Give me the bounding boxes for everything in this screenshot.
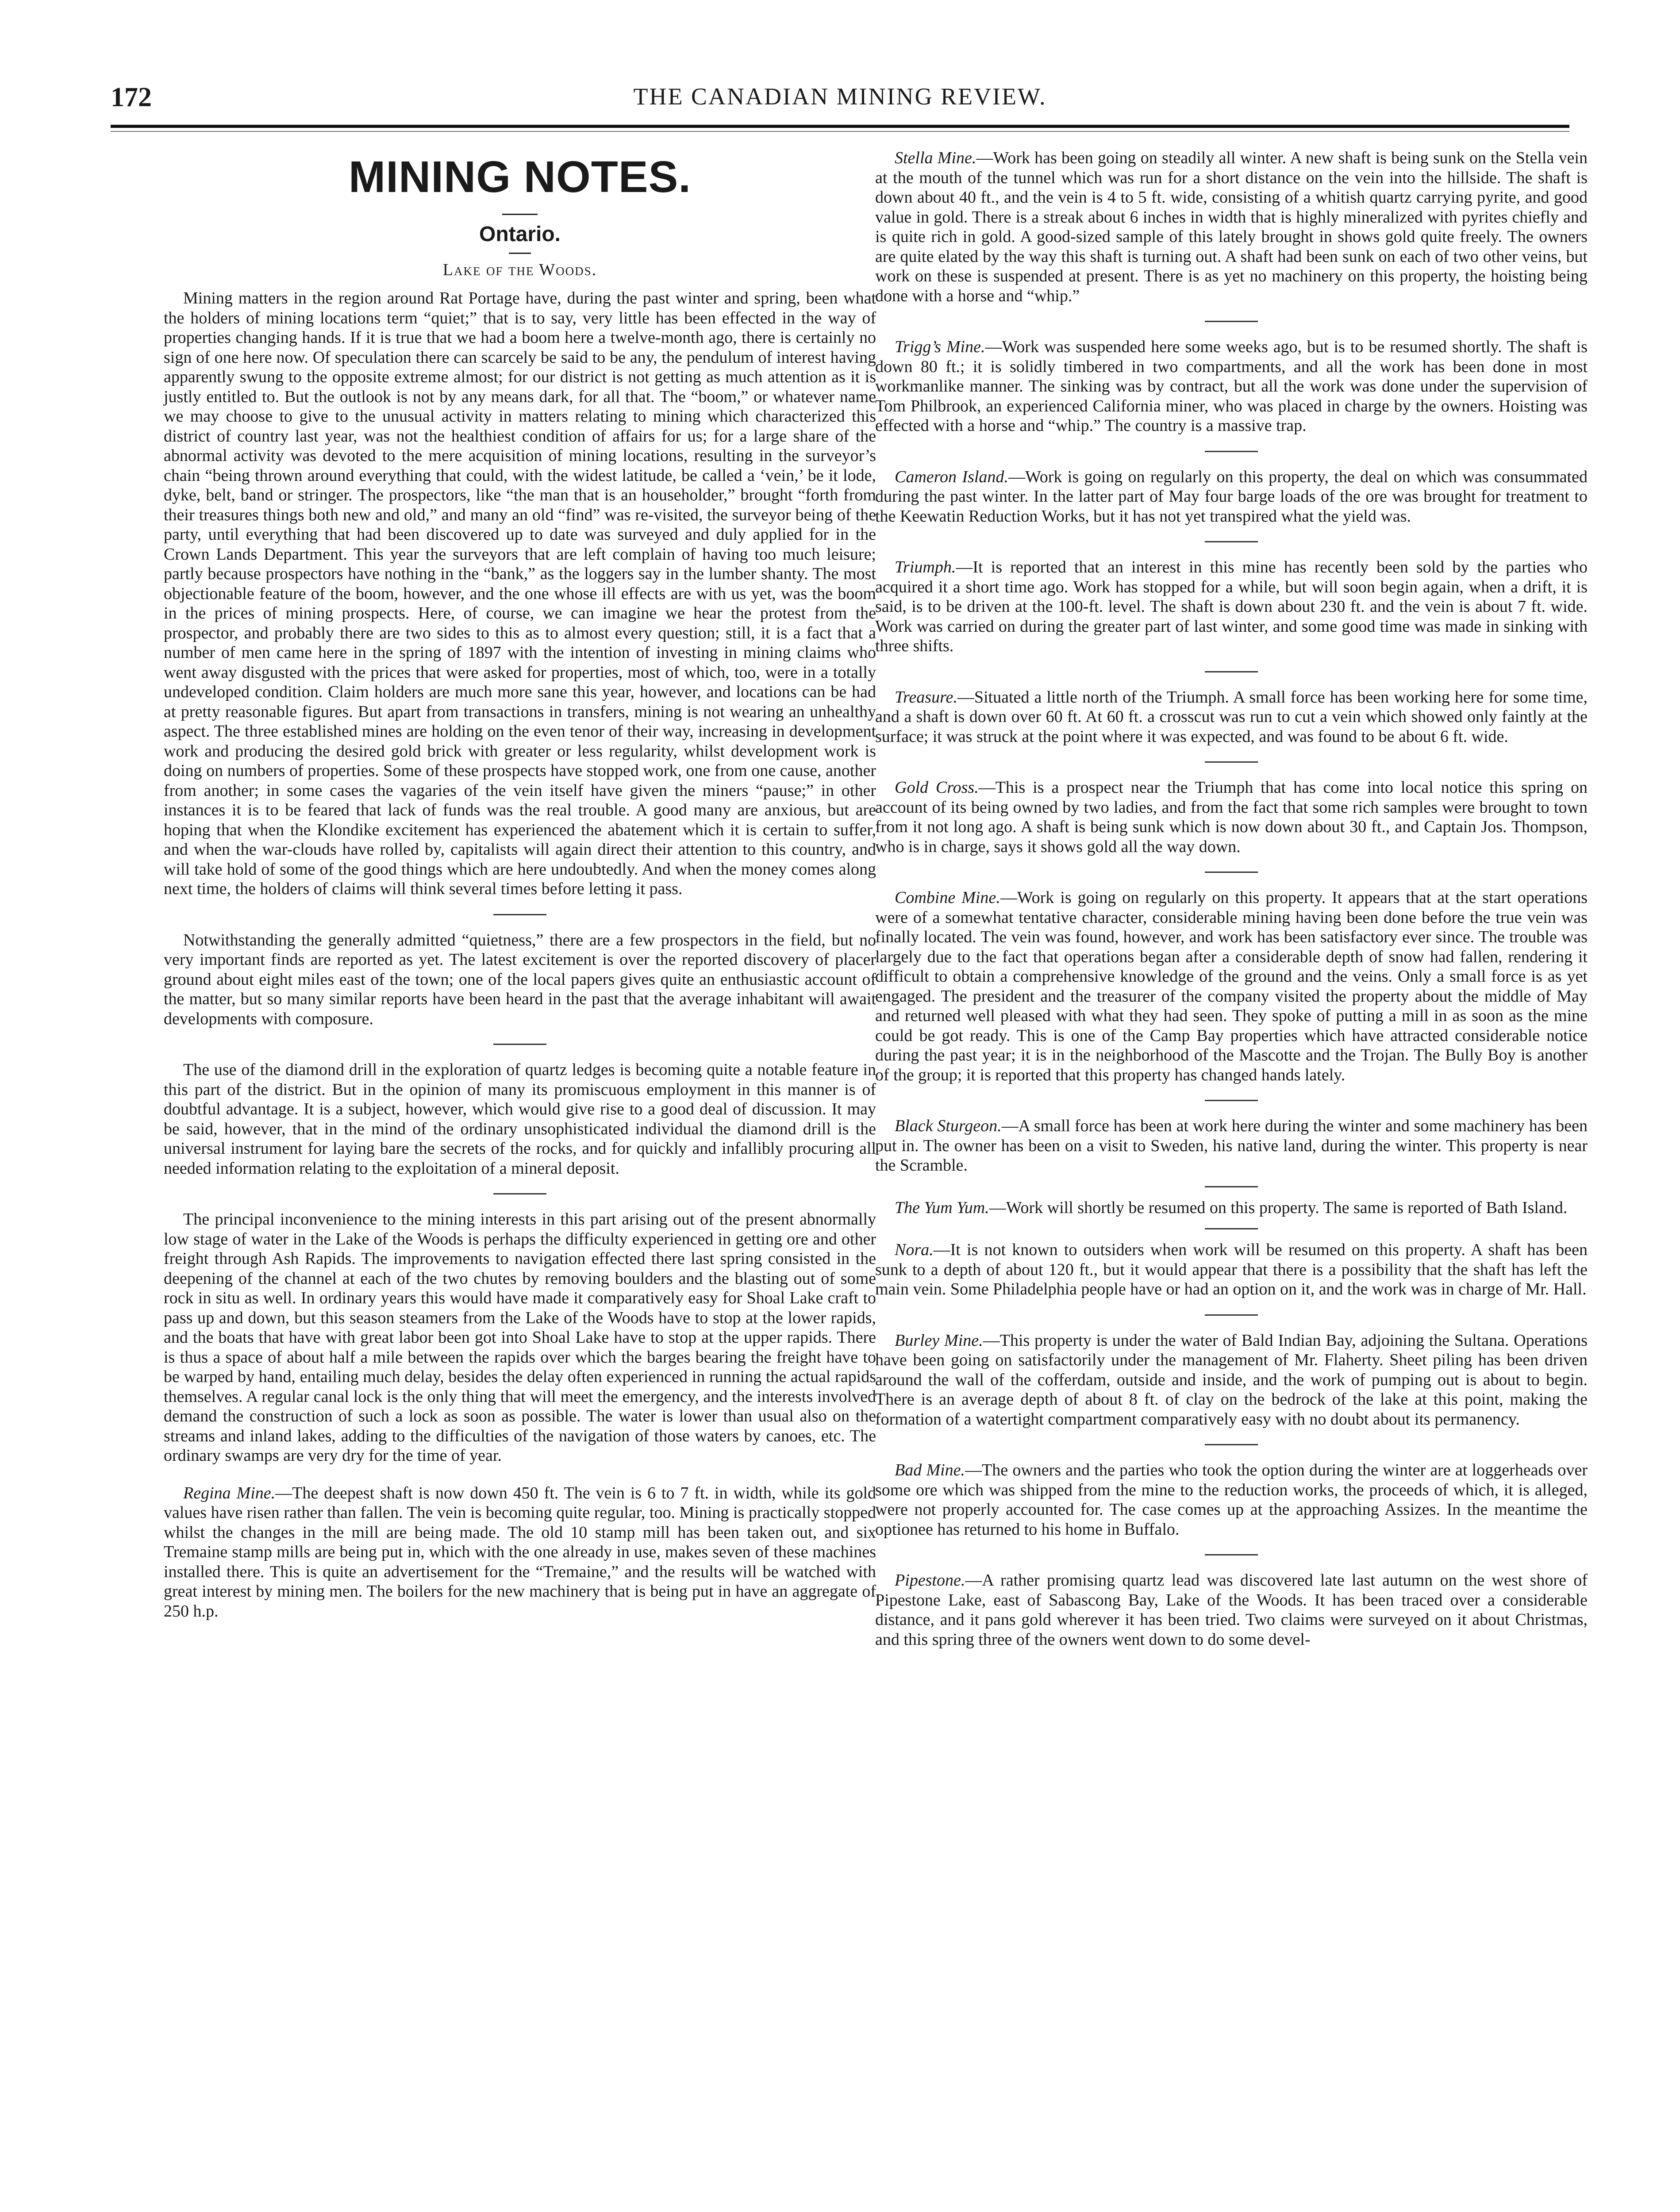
note-title: Treasure. <box>895 687 957 707</box>
mine-note <box>875 467 1588 526</box>
note-title: The Yum Yum. <box>895 1198 989 1217</box>
mine-note <box>875 1198 1588 1218</box>
title-rule <box>502 214 538 215</box>
note-body: —Work has been going on steadily all winter. A new shaft is being sunk on the Stella vein at the mouth of the tunnel which was run for a short distance on the vein into the hillside. The shaft is down about 40 ft., and the vein is 4 to 5 ft. wide, consisting of a whitish quartz carrying pyrite, and good value in gold. There is a streak about 6 inches in width that is highly mineralized with pyrites chiefly and is quite rich in gold. A good-sized sample of this lately brought in shows gold quite freely. The owners are quite elated by the way this shaft is turning out. A shaft had been sunk on each of two other veins, but work on these is suspended at present. There is as yet no machinery on this property, the hoisting being done with a horse and “whip.” <box>875 149 1588 305</box>
note-body: —Work is going on regularly on this property. It appears that at the start operations were of a somewhat tentative character, considerable mining having been done before the true vein was finally located. The vein was found, however, and work has been satisfactory ever since. The trouble was largely due to the fact that operations began after a considerable depth of snow had fallen, rendering it difficult to obtain a comprehensive knowledge of the ground and the veins. Only a small force is as yet engaged. The president and the treasurer of the company visited the property about the middle of May and returned well pleased with what they had seen. They spoke of putting a mill in as soon as the mine could be got ready. This is one of the Camp Bay properties which have attracted considerable notice during the past year; it is in the neighborhood of the Mascotte and the Trojan. The Bully Boy is another of the group; it is reported that this property has changed hands lately. <box>875 888 1588 1084</box>
mine-note <box>875 778 1588 856</box>
paragraph: Mining matters in the region around Rat Portage have, during the past winter and spring, been what the holders of mining locations term “quiet;” that is to say, very little has been effected in the way of properties changing hands. If it is true that we had a boom here a twelve-month ago, there is certainly no sign of one here now. Of speculation there can scarcely be said to be any, the pendulum of interest having apparently swung to the opposite extreme almost; for our district is not getting as much attention as it is justly entitled to. But the outlook is not by any means dark, for all that. The “boom,” or whatever name we may choose to give to the unusual activity in matters relating to mining which characterized this district of country last year, was not the healthiest condition of affairs for us; for a large share of the abnormal activity was devoted to the mere acquisition of mining locations, resulting in the surveyor’s chain “being thrown around everything that could, with the widest latitude, be called a ‘vein,’ be it lode, dyke, belt, band or stringer. The prospectors, like “the man that is an householder,” brought “forth from their treasures things both new and old,” and many an old “find” was re-visited, the surveyor being of the party, until everything that had been discovered up to date was surveyed and duly applied for in the Crown Lands Department. This year the surveyors that are left complain of having too much leisure; partly because prospectors have nothing in the “bank,” as the loggers say in the lumber shanty. The most objectionable feature of the boom, however, and the one whose ill effects are with us yet, was the boom in the prices of mining prospects. Here, of course, we can imagine we hear the protest from the prospector, and probably there are two sides to this as to almost every question; still, it is a fact that a number of men came here in the spring of 1897 with the intention of investing in mining claims who went away disgusted with the prices that were asked for properties, most of which, too, were in a totally undeveloped condition. Claim holders are much more sane this year, however, and locations can be had at pretty reasonable figures. But apart from transactions in transfers, mining is not wearing an unhealthy aspect. The three established mines are holding on the even tenor of their way, increasing in development work and producing the desired gold brick with greater or less regularity, whilst development work is doing on numbers of properties. Some of these prospects have stopped work, one from one cause, another from another; in some cases the vagaries of the vein itself have given the miners “pause;” in other instances it is to be feared that lack of funds was the real trouble. A good many are anxious, but are hoping that when the Klondike excitement has experienced the abatement which it is certain to suffer, and when the war-clouds have rolled by, capitalists will again direct their attention to this country, and will take hold of some of the good things which are here undoubtedly. And when the money comes along next time, the holders of claims will think several times before letting it pass. <box>164 289 876 898</box>
note-title: Nora. <box>895 1240 934 1259</box>
running-title: THE CANADIAN MINING REVIEW. <box>633 83 1047 110</box>
mine-note <box>875 1240 1588 1299</box>
note-body: —It is reported that an interest in this mine has recently been sold by the parties who acquired it a short time ago. Work has stopped for a while, but will soon begin again, when a drift, it is said, is to be driven at the 100-ft. level. The shaft is down about 230 ft. and the vein is about 7 ft. wide. Work was carried on during the greater part of last winter, and some good time was made in sinking with three shifts. <box>875 558 1588 655</box>
separator-rule <box>1205 1186 1258 1187</box>
note-title: Pipestone. <box>895 1571 965 1590</box>
note-body: —Work will shortly be resumed on this property. The same is reported of Bath Island. <box>989 1198 1568 1217</box>
separator-rule <box>1205 541 1258 542</box>
paragraph: The principal inconvenience to the mining interests in this part arising out of the present abnormally low stage of water in the Lake of the Woods is perhaps the difficulty experienced in getting ore and other freight through Ash Rapids. The improvements to navigation effected there last spring consisted in the deepening of the channel at each of the two chutes by removing boulders and the blasting out of some rock in situ as well. In ordinary years this would have made it comparatively easy for Shoal Lake craft to pass up and down, but this season steamers from the Lake of the Woods have to stop at the lower rapids, and the boats that have with great labor been got into Shoal Lake have to stop at the upper rapids. There is thus a space of about half a mile between the rapids over which the barges bearing the freight have to be warped by hand, entailing much delay, besides the delay often experienced in running the actual rapids themselves. A regular canal lock is the only thing that will meet the emergency, and the interests involved demand the construction of such a lock as soon as possible. The water is lower than usual also on the streams and inland lakes, adding to the difficulties of the navigation of those waters by canoes, etc. The ordinary swamps are very dry for the time of year. <box>164 1210 876 1465</box>
note-title: Triumph. <box>895 558 956 576</box>
mine-note <box>164 1483 876 1621</box>
separator-rule <box>1205 451 1258 452</box>
district-heading: Lake of the Woods. <box>442 260 597 279</box>
page-number: 172 <box>111 82 152 112</box>
province-heading: Ontario. <box>479 223 561 246</box>
page-header <box>111 77 1569 126</box>
mine-note <box>875 1331 1588 1429</box>
separator-rule <box>1205 1444 1258 1445</box>
separator-rule <box>493 1193 546 1194</box>
mine-note <box>875 148 1588 306</box>
separator-rule <box>493 914 546 915</box>
subtitle-rule <box>509 253 531 254</box>
note-title: Combine Mine. <box>895 888 1000 907</box>
note-title: Cameron Island. <box>895 467 1008 486</box>
separator-rule <box>1205 1314 1258 1316</box>
header-rule <box>111 125 1569 128</box>
separator-rule <box>1205 872 1258 873</box>
mine-note <box>875 687 1588 747</box>
spacer <box>164 1466 876 1483</box>
mine-note <box>875 888 1588 1085</box>
left-column <box>164 148 876 1621</box>
note-body: —A rather promising quartz lead was discovered late last autumn on the west shore of Pipestone Lake, east of Sabascong Bay, Lake of the Woods. It has been traced over a considerable distance, and it pans gold wherever it has been tried. Two claims were surveyed on it about Christmas, and this spring three of the owners went down to do some devel- <box>875 1571 1588 1649</box>
section-title: MINING NOTES. <box>348 152 692 202</box>
separator-rule <box>1205 1228 1258 1229</box>
note-title: Burley Mine. <box>895 1331 983 1350</box>
note-body: —The deepest shaft is now down 450 ft. The vein is 6 to 7 ft. in width, while its gold values have risen rather than fallen. The vein is becoming quite regular, too. Mining is practically stopped whilst the changes in the mill are being made. The old 10 stamp mill has been taken out, and six Tremaine stamp mills are being put in, which with the one already in use, makes seven of these machines installed there. This is quite an advertisement for the “Tremaine,” and the results will be watched with great interest by mining men. The boilers for the new machinery that is being put in have an aggregate of 250 h.p. <box>164 1483 877 1621</box>
header-rule-thin <box>111 131 1569 132</box>
note-title: Trigg’s Mine. <box>895 338 985 356</box>
note-title: Regina Mine. <box>183 1483 276 1502</box>
separator-rule <box>1205 671 1258 672</box>
note-body: —The owners and the parties who took the option during the winter are at loggerheads over some ore which was shipped from the mine to the reduction works, the proceeds of which, it is alleged, were not properly accounted for. The case comes up at the approaching Assizes. In the meantime the optionee has returned to his home in Buffalo. <box>875 1461 1588 1539</box>
separator-rule <box>1205 1100 1258 1101</box>
note-body: —This property is under the water of Bald Indian Bay, adjoining the Sultana. Operations have been going on satisfactorily under the management of Mr. Flaherty. Sheet piling has been driven around the wall of the cofferdam, outside and inside, and the work of pumping out is about to begin. There is an average depth of about 8 ft. of clay on the bedrock of the lake at this point, making the formation of a watertight compartment comparatively easy with no doubt about its permanency. <box>875 1331 1588 1429</box>
mine-note <box>875 337 1588 436</box>
paragraph: Notwithstanding the generally admitted “quietness,” there are a few prospectors in the field, but no very important finds are reported as yet. The latest excitement is over the reported discovery of placer ground about eight miles east of the town; one of the local papers gives quite an enthusiastic account of the matter, but so many similar reports have been heard in the past that the average inhabitant will await developments with composure. <box>164 930 876 1028</box>
mine-note <box>875 557 1588 656</box>
note-body: —A small force has been at work here during the winter and some machinery has been put in. The owner has been on a visit to Sweden, his native land, during the winter. This property is near the Scramble. <box>875 1117 1588 1175</box>
separator-rule <box>1205 321 1258 322</box>
mine-note <box>875 1460 1588 1539</box>
note-body: —It is not known to outsiders when work will be resumed on this property. A shaft has been sunk to a depth of about 120 ft., but it would appear that there is a possibility that the shaft has left the main vein. Some Philadelphia people have or had an option on it, and the work was in charge of Mr. Hall. <box>875 1240 1588 1298</box>
note-body: —Situated a little north of the Triumph. A small force has been working here for some time, and a shaft is down over 60 ft. At 60 ft. a crosscut was run to cut a vein which showed only faintly at the surface; it was struck at the point where it was expected, and was found to be about 6 ft. wide. <box>875 687 1588 746</box>
mine-note <box>875 1571 1588 1649</box>
note-title: Stella Mine. <box>895 149 976 167</box>
mine-note <box>875 1116 1588 1175</box>
separator-rule <box>493 1044 546 1045</box>
separator-rule <box>1205 761 1258 763</box>
right-column <box>875 148 1588 1649</box>
note-body: —This is a prospect near the Triumph that has come into local notice this spring on account of its being owned by two ladies, and from the fact that some rich samples were brought to town from it not long ago. A shaft is being sunk which is now down about 30 ft., and Captain Jos. Thompson, who is in charge, says it shows gold all the way down. <box>875 778 1588 856</box>
paragraph: The use of the diamond drill in the exploration of quartz ledges is becoming quite a notable feature in this part of the district. But in the opinion of many its promiscuous employment in this manner is of doubtful advantage. It is a subject, however, which would give rise to a good deal of discussion. It may be said, however, that in the mind of the ordinary unsophisticated individual the diamond drill is the universal instrument for laying bare the secrets of the rocks, and for quickly and infallibly procuring all needed information relating to the exploitation of a mineral deposit. <box>164 1060 876 1178</box>
note-body: —Work is going on regularly on this property, the deal on which was consummated during the past winter. In the latter part of May four barge loads of the ore was brought for treatment to the Keewatin Reduction Works, but it has not yet transpired what the yield was. <box>875 467 1588 526</box>
note-title: Bad Mine. <box>895 1461 965 1479</box>
note-title: Gold Cross. <box>895 778 979 797</box>
separator-rule <box>1205 1554 1258 1555</box>
note-body: —Work was suspended here some weeks ago, but is to be resumed shortly. The shaft is down 80 ft.; it is solidly timbered in two compartments, and all the work has been done in most workmanlike manner. The sinking was by contract, but all the work was done under the supervision of Tom Philbrook, an experienced California miner, who was placed in charge by the owners. Hoisting was effected with a horse and “whip.” The country is a massive trap. <box>875 338 1588 435</box>
note-title: Black Sturgeon. <box>895 1117 1002 1135</box>
